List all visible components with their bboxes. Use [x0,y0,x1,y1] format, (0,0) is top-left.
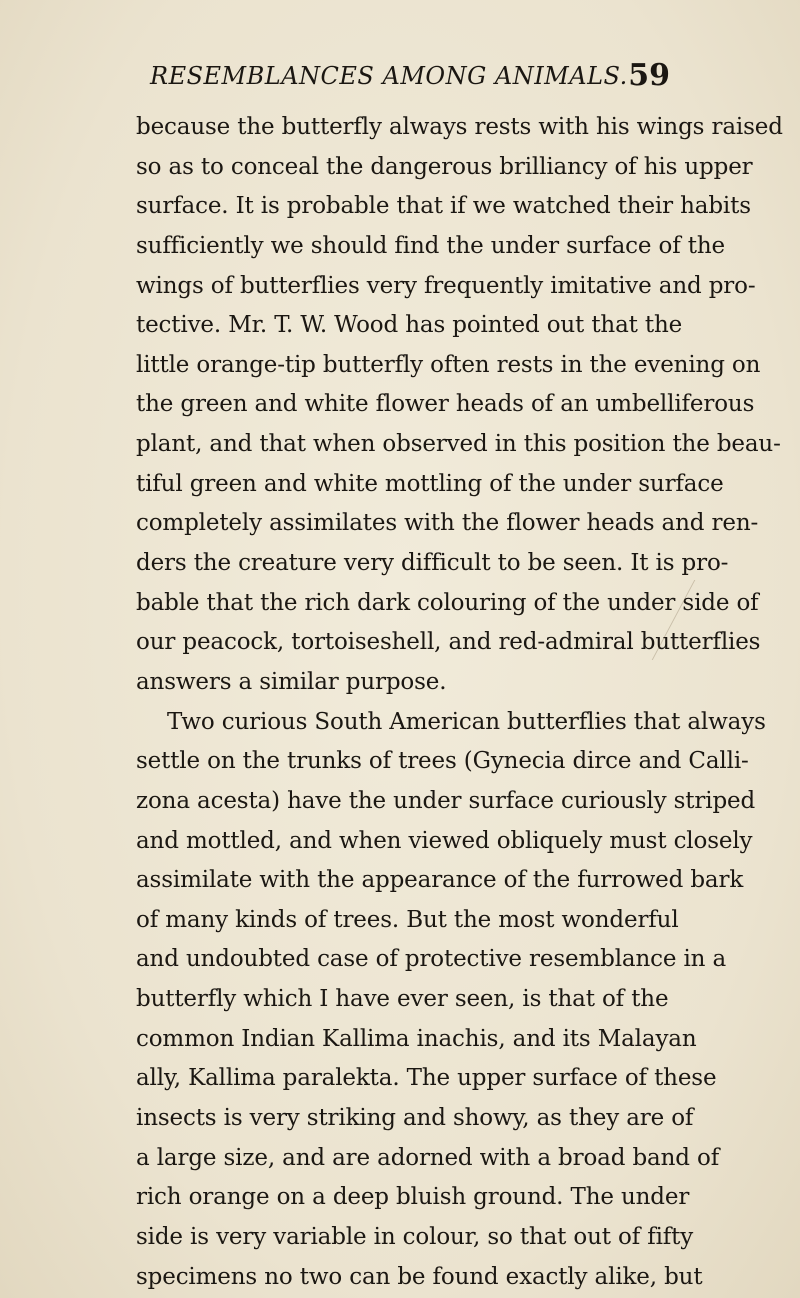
text-line: common Indian Kallima inachis, and its Malayan [136,1025,697,1052]
text-line: Two curious South American butterflies that always [167,708,766,735]
text-line: a large size, and are adorned with a broad band of [136,1144,720,1171]
text-line: tective. Mr. T. W. Wood has pointed out that the [136,312,683,339]
text-line: tiful green and white mottling of the under surface [136,470,724,497]
text-line: wings of butterflies very frequently imitative and pro- [136,272,756,299]
page-number: 59 [628,58,670,93]
text-line: rich orange on a deep bluish ground. The under [136,1184,690,1211]
text-line: sufficiently we should find the under surface of the [136,232,725,259]
text-line: side is very variable in colour, so that out of fifty [136,1223,694,1250]
text-line: the green and white flower heads of an umbelliferous [136,391,755,418]
text-line: of many kinds of trees. But the most wonderful [136,906,679,933]
text-line: ally, Kallima paralekta. The upper surface of these [136,1065,717,1092]
text-line: bable that the rich dark colouring of the under side of [136,589,759,616]
text-line: because the butterfly always rests with his wings raised [136,114,783,140]
running-head-title: RESEMBLANCES AMONG ANIMALS. [150,62,628,90]
text-line: assimilate with the appearance of the furrowed bark [136,867,744,894]
text-line: and undoubted case of protective resemblance in a [136,946,727,973]
running-head [150,58,670,102]
text-line: insects is very striking and showy, as they are of [136,1105,694,1132]
text-line: specimens no two can be found exactly alike, but [136,1263,703,1290]
text-line: settle on the trunks of trees (Gynecia dirce and Calli- [136,748,749,775]
text-line: butterfly which I have ever seen, is that of the [136,986,669,1013]
body-text [136,108,783,1297]
text-line: plant, and that when observed in this position the beau- [136,431,781,458]
text-line: our peacock, tortoiseshell, and red-admiral butterflies [136,629,761,656]
text-line: little orange-tip butterfly often rests in the evening on [136,351,761,378]
text-line: completely assimilates with the flower heads and ren- [136,510,759,537]
text-line: surface. It is probable that if we watched their habits [136,193,751,220]
text-line: and mottled, and when viewed obliquely must closely [136,827,753,854]
text-line: so as to conceal the dangerous brilliancy of his upper [136,153,753,180]
text-line: ders the creature very difficult to be seen. It is pro- [136,550,729,577]
text-line: zona acesta) have the under surface curiously striped [136,787,756,814]
text-line: answers a similar purpose. [136,668,447,695]
